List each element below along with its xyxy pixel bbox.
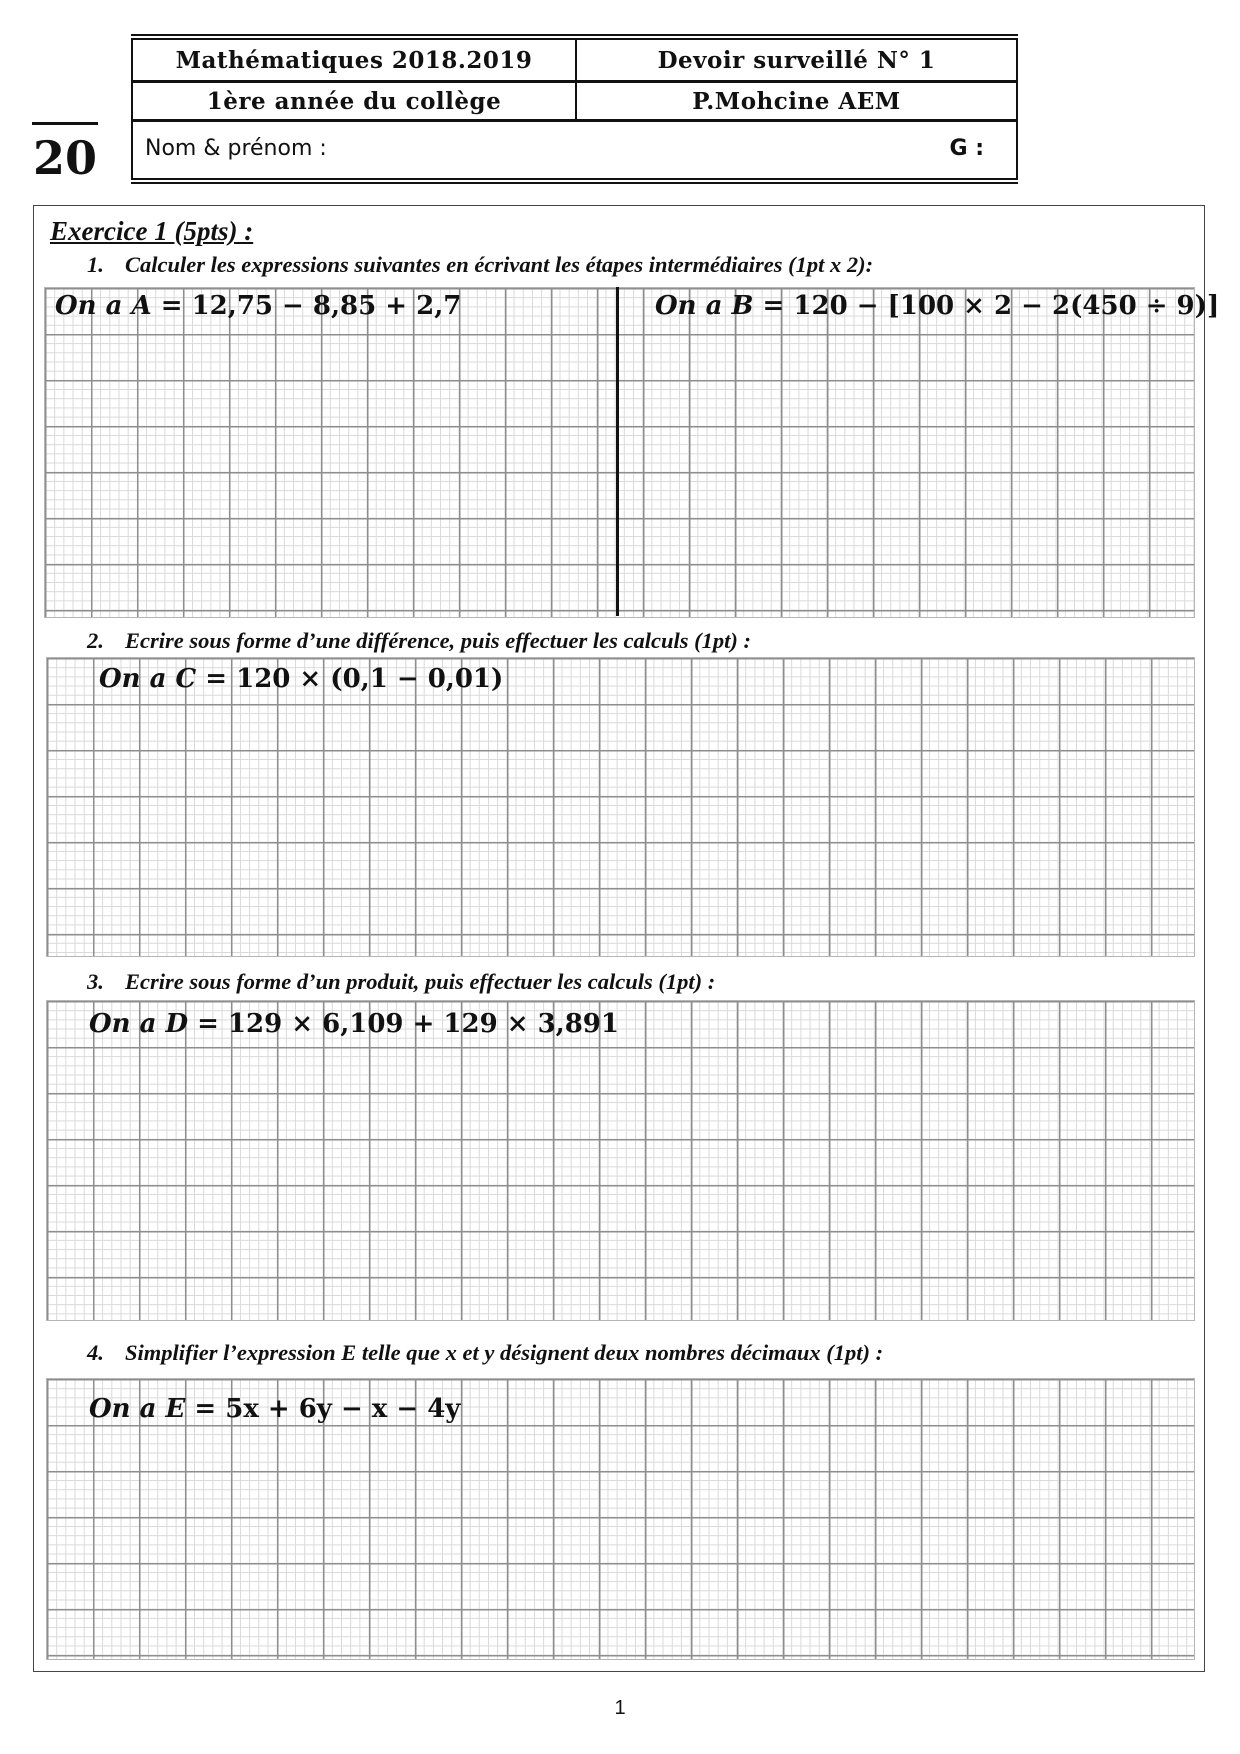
class-level: 1ère année du collège xyxy=(133,83,577,119)
page-number: 1 xyxy=(614,1697,626,1719)
expression-d: On a D = 129 × 6,109 + 129 × 3,891 xyxy=(89,1009,619,1039)
question-text: Ecrire sous forme d’une différence, puis effectuer les calculs (1pt) : xyxy=(125,628,751,653)
expression-b: On a B = 120 − [100 × 2 − 2(450 ÷ 9)] xyxy=(655,291,1220,321)
expression-a: On a A = 12,75 − 8,85 + 2,7 xyxy=(55,291,462,321)
name-label: Nom & prénom : xyxy=(145,136,327,161)
question-3 xyxy=(87,969,715,995)
question-number: 1. xyxy=(87,252,104,277)
answer-grid-3[interactable] xyxy=(46,1000,1195,1321)
exam-title: Devoir surveillé N° 1 xyxy=(657,46,936,74)
expression-c: On a C = 120 × (0,1 − 0,01) xyxy=(99,664,504,694)
column-divider xyxy=(616,287,619,616)
answer-grid-2[interactable] xyxy=(46,657,1195,957)
exam-header xyxy=(131,34,1018,184)
score-fraction-bar xyxy=(32,122,98,125)
question-number: 4. xyxy=(87,1340,104,1365)
exercise-title: Exercice 1 (5pts) : xyxy=(50,216,254,246)
header-row-2 xyxy=(131,80,1018,122)
score-denominator: 20 xyxy=(32,131,97,185)
teacher-name: P.Mohcine AEM xyxy=(692,87,901,115)
question-2 xyxy=(87,628,751,654)
group-label: G : xyxy=(949,136,984,161)
question-text: Ecrire sous forme d’un produit, puis effectuer les calculs (1pt) : xyxy=(125,969,716,994)
question-1 xyxy=(87,252,873,278)
question-text: Simplifier l’expression E telle que x et y désignent deux nombres décimaux (1pt) : xyxy=(125,1340,884,1365)
answer-grid-1[interactable] xyxy=(44,287,1195,618)
question-text: Calculer les expressions suivantes en écrivant les étapes intermédiaires (1pt x 2): xyxy=(125,252,874,277)
header-bottom-rule xyxy=(131,178,1018,184)
expression-e: On a E = 5x + 6y − x − 4y xyxy=(89,1394,461,1424)
question-4 xyxy=(87,1340,883,1366)
student-name-row xyxy=(131,122,1018,178)
header-row-1 xyxy=(131,40,1018,80)
subject-year: Mathématiques 2018.2019 xyxy=(133,40,577,80)
question-number: 2. xyxy=(87,628,104,653)
question-number: 3. xyxy=(87,969,104,994)
